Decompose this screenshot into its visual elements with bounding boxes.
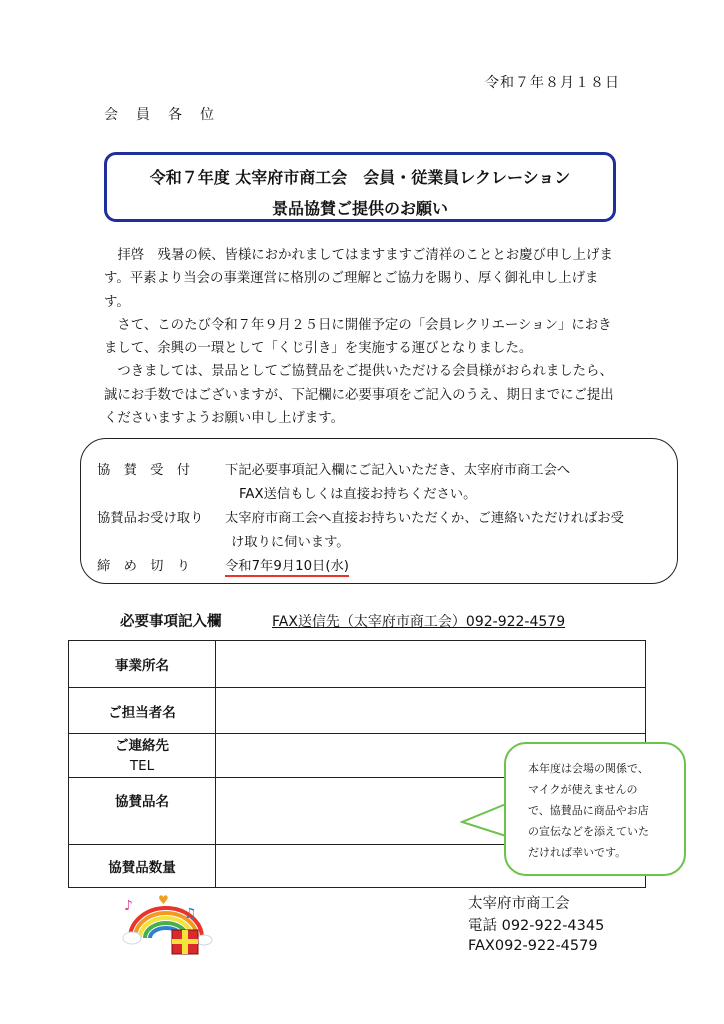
note-balloon <box>504 742 686 876</box>
document-date: 令和７年８月１８日 <box>485 75 620 91</box>
svg-text:♪: ♪ <box>124 898 133 914</box>
office-field[interactable] <box>216 641 646 688</box>
person-field[interactable] <box>216 688 646 734</box>
accept-text-2: FAX送信もしくは直接お持ちください。 <box>239 487 477 502</box>
body-paragraph-2: さて、このたび令和７年９月２５日に開催予定の「会員レクリエーション」におきまして、余興の一環として「くじ引き」を実施する運びとなりました。 <box>104 317 612 357</box>
accept-label: 協 賛 受 付 <box>97 463 191 478</box>
contact-label: ご連絡先 <box>115 737 169 754</box>
body-paragraph-1: 拝啓 残暑の候、皆様におかれましてはますますご清祥のこととお慶び申し上げます。平素より当会の事業運営に格別のご理解とご協力を賜り、厚く御礼申し上げます。 <box>104 248 613 310</box>
office-label: 事業所名 <box>69 641 216 688</box>
balloon-line-3: で、協賛品に商品やお店 <box>528 804 649 817</box>
svg-text:♥: ♥ <box>158 893 169 907</box>
deadline-label: 締 め 切 り <box>97 559 191 574</box>
balloon-line-1: 本年度は会場の関係で、 <box>528 762 649 775</box>
receive-label: 協賛品お受け取り <box>97 511 204 526</box>
person-label: ご担当者名 <box>69 688 216 734</box>
title-line-1: 令和７年度 太宰府市商工会 会員・従業員レクレーション <box>149 168 571 187</box>
tel-label: TEL <box>129 757 155 774</box>
body-paragraph-3: つきましては、景品としてご協賛品をご提供いただける会員様がおられましたら、誠にお手数ではございますが、下記欄に必要事項をご記入のうえ、期日までにご提出くださいますようお願い申し上げます。 <box>104 364 614 427</box>
footer-org: 太宰府市商工会 <box>468 896 570 912</box>
fax-destination: FAX送信先（太宰府市商工会）092-922-4579 <box>272 614 566 630</box>
contact-label-cell <box>69 734 216 778</box>
title-line-2: 景品協賛ご提供のお願い <box>271 199 448 218</box>
footer-tel: 電話 092-922-4345 <box>468 918 605 934</box>
item-label: 協賛品名 <box>69 778 216 845</box>
addressee: 会員各位 <box>104 107 232 123</box>
accept-text: 下記必要事項記入欄にご記入いただき、太宰府市商工会へ <box>225 463 571 478</box>
qty-label: 協賛品数量 <box>69 845 216 888</box>
svg-text:♫: ♫ <box>184 906 197 922</box>
letter-body <box>104 244 624 430</box>
deadline-text: 令和7年9月10日(水) <box>225 559 349 577</box>
balloon-line-5: だければ幸いです。 <box>528 846 627 859</box>
info-box <box>80 438 678 584</box>
footer-fax: FAX092-922-4579 <box>468 938 598 954</box>
rainbow-gift-illustration <box>120 890 220 956</box>
balloon-line-2: マイクが使えませんの <box>528 783 638 796</box>
title-box <box>104 152 616 222</box>
form-heading: 必要事項記入欄 <box>120 614 222 630</box>
balloon-line-4: の宣伝などを添えていた <box>528 825 649 838</box>
receive-text: 太宰府市商工会へ直接お持ちいただくか、ご連絡いただければお受 <box>225 511 624 526</box>
receive-text-2: け取りに伺います。 <box>231 535 350 550</box>
